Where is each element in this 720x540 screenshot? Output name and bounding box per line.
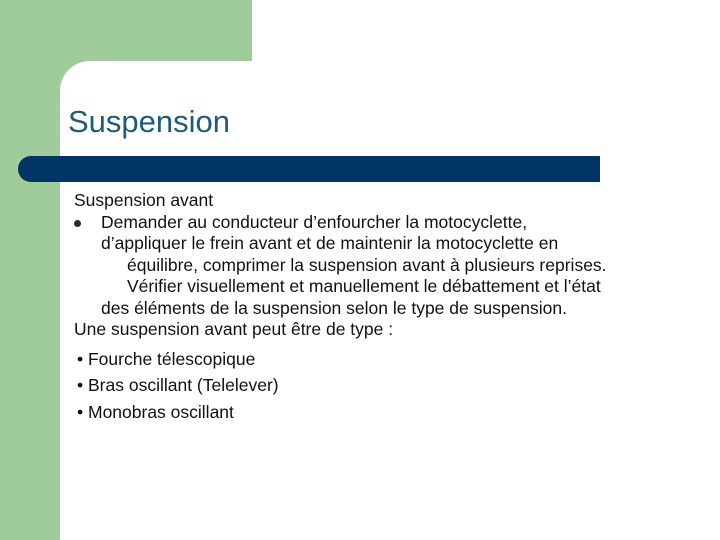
list-item: • Monobras oscillant bbox=[77, 401, 234, 422]
bullet-line: Vérifier visuellement et manuellement le débattement et l’état bbox=[127, 276, 601, 296]
slide-body bbox=[74, 190, 674, 425]
bullet-dot-icon bbox=[74, 220, 81, 227]
list-item: • Bras oscillant (Telelever) bbox=[77, 375, 279, 395]
title-underline-bar bbox=[18, 156, 600, 182]
subheading: Suspension avant bbox=[74, 190, 214, 210]
green-side-bar bbox=[0, 0, 60, 540]
list-item: • Fourche télescopique bbox=[77, 348, 256, 369]
bullet-line: d’appliquer le frein avant et de maintenir la motocyclette en bbox=[101, 233, 559, 253]
slide-title: Suspension bbox=[68, 104, 231, 139]
bullet-line: Demander au conducteur d’enfourcher la motocyclette, bbox=[101, 211, 528, 232]
bullet-line: équilibre, comprimer la suspension avant à plusieurs reprises. bbox=[127, 254, 607, 275]
bullet-line: des éléments de la suspension selon le type de suspension. bbox=[101, 297, 567, 318]
intro-text: Une suspension avant peut être de type : bbox=[74, 319, 394, 339]
bullet-paragraph bbox=[74, 212, 674, 320]
type-list bbox=[74, 346, 674, 426]
